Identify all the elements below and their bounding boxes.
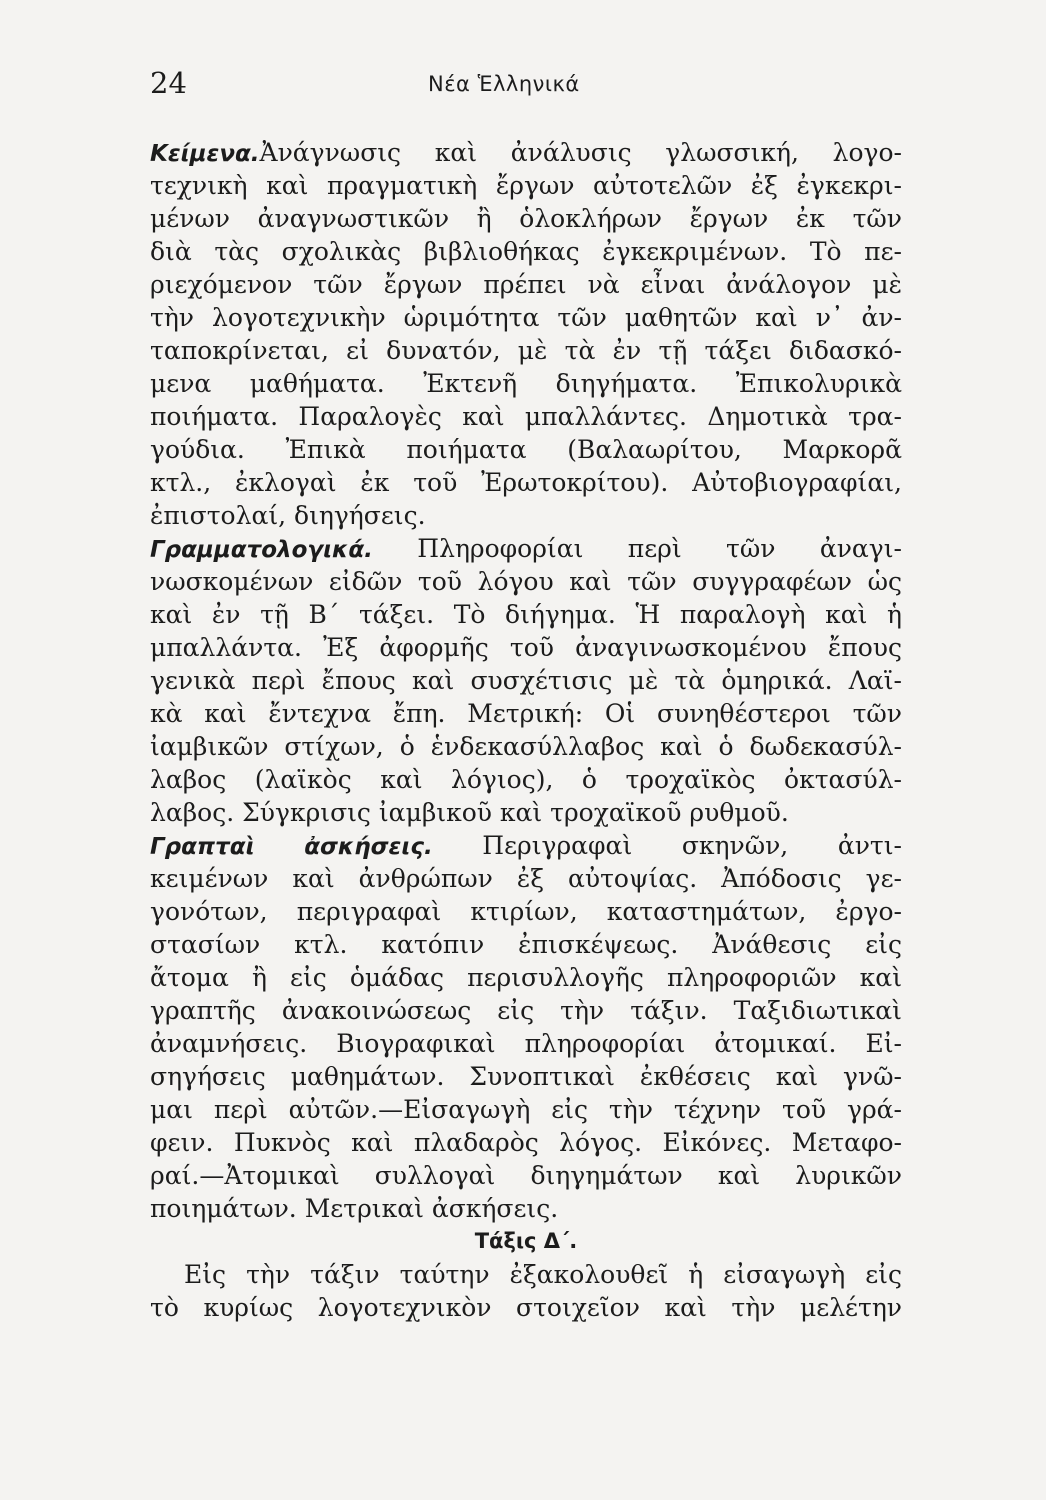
text-line <box>150 334 902 367</box>
text-line <box>150 598 902 631</box>
text-line <box>150 796 902 829</box>
line-text: γραπτῆς ἀνακοινώσεως εἰς τὴν τάξιν. Ταξιδιωτικαὶ <box>150 996 902 1025</box>
line-text: καὶ ἐν τῇ Β΄ τάξει. Τὸ διήγημα. Ἡ παραλογὴ καὶ ἡ <box>150 600 902 629</box>
running-title: Νέα Ἑλληνικά <box>428 72 580 96</box>
text-line <box>150 994 902 1027</box>
class-heading: Τάξις Δ΄. <box>474 1229 578 1253</box>
text-line <box>150 400 902 433</box>
run-in-heading: Κείμενα. <box>150 141 260 167</box>
text-line <box>150 268 902 301</box>
text-line <box>150 730 902 763</box>
text-line <box>150 1027 902 1060</box>
text-line <box>150 961 902 994</box>
text-line: τὸ κυρίως λογοτεχνικὸν στοιχεῖον καὶ τὴν μελέτην <box>150 1293 902 1322</box>
text-line <box>150 466 902 499</box>
text-line <box>150 664 902 697</box>
section-line <box>150 532 902 565</box>
line-text: μπαλλάντα. Ἐξ ἀφορμῆς τοῦ ἀναγινωσκομένου ἔπους <box>150 633 902 662</box>
text-line <box>150 565 902 598</box>
text-line: Εἰς τὴν τάξιν ταύτην ἐξακολουθεῖ ἡ εἰσαγωγὴ εἰς <box>184 1260 902 1289</box>
line-text: μένων ἀναγνωστικῶν ἢ ὁλοκλήρων ἔργων ἐκ τῶν <box>150 204 902 233</box>
line-text: ἐπιστολαί, διηγήσεις. <box>150 501 426 530</box>
line-text: διὰ τὰς σχολικὰς βιβλιοθήκας ἐγκεκριμένων. Τὸ πε- <box>150 237 902 266</box>
text-line <box>150 697 902 730</box>
line-text: τεχνικὴ καὶ πραγματικὴ ἔργων αὐτοτελῶν ἐξ ἐγκεκρι- <box>150 171 902 200</box>
text-line <box>150 499 902 532</box>
run-in-heading: Γραμματολογικά. <box>150 537 373 563</box>
text-line <box>150 631 902 664</box>
line-text: κὰ καὶ ἔντεχνα ἔπη. Μετρική: Οἱ συνηθέστεροι τῶν <box>150 699 902 728</box>
line-text: λαβος. Σύγκρισις ἰαμβικοῦ καὶ τροχαϊκοῦ ρυθμοῦ. <box>150 798 789 827</box>
line-text: Ἀνάγνωσις καὶ ἀνάλυσις γλωσσική, λογο- <box>259 138 902 167</box>
text-line <box>150 862 902 895</box>
line-text: ἰαμβικῶν στίχων, ὁ ἑνδεκασύλλαβος καὶ ὁ δωδεκασύλ- <box>150 732 902 761</box>
text-line <box>150 235 902 268</box>
line-text: κειμένων καὶ ἀνθρώπων ἐξ αὐτοψίας. Ἀπόδοσις γε- <box>150 864 902 893</box>
page-number: 24 <box>150 66 187 100</box>
line-text: ἄτομα ἢ εἰς ὁμάδας περισυλλογῆς πληροφοριῶν καὶ <box>150 963 902 992</box>
text-line <box>150 301 902 334</box>
line-text: ραί.—Ἀτομικαὶ συλλογαὶ διηγημάτων καὶ λυρικῶν <box>150 1161 902 1190</box>
line-text: φειν. Πυκνὸς καὶ πλαδαρὸς λόγος. Εἰκόνες. Μεταφο- <box>150 1128 902 1157</box>
text-line <box>150 1192 902 1225</box>
text-line <box>150 1126 902 1159</box>
line-text: γονότων, περιγραφαὶ κτιρίων, καταστημάτων, ἐργο- <box>150 897 902 926</box>
text-line <box>150 928 902 961</box>
body-text <box>150 136 902 1324</box>
line-text: λαβος (λαϊκὸς καὶ λόγιος), ὁ τροχαϊκὸς ὀκτασύλ- <box>150 765 902 794</box>
line-text: ριεχόμενον τῶν ἔργων πρέπει νὰ εἶναι ἀνάλογον μὲ <box>150 270 902 299</box>
line-text: νωσκομένων εἰδῶν τοῦ λόγου καὶ τῶν συγγραφέων ὡς <box>150 567 902 596</box>
text-line <box>150 1060 902 1093</box>
line-text: μενα μαθήματα. Ἐκτενῆ διηγήματα. Ἐπικολυρικὰ <box>150 369 902 398</box>
line-text: Πληροφορίαι περὶ τῶν ἀναγι- <box>372 534 902 563</box>
line-text: μαι περὶ αὐτῶν.—Εἰσαγωγὴ εἰς τὴν τέχνην τοῦ γρά- <box>150 1095 902 1124</box>
section-line <box>150 829 902 862</box>
section-line <box>150 136 902 169</box>
line-text: Περιγραφαὶ σκηνῶν, ἀντι- <box>432 831 902 860</box>
text-line <box>150 169 902 202</box>
text-line <box>150 1159 902 1192</box>
line-text: ταποκρίνεται, εἰ δυνατόν, μὲ τὰ ἐν τῇ τάξει διδασκό- <box>150 336 902 365</box>
line-text: ποιημάτων. Μετρικαὶ ἀσκήσεις. <box>150 1194 559 1223</box>
line-text: ποιήματα. Παραλογὲς καὶ μπαλλάντες. Δημοτικὰ τρα- <box>150 402 902 431</box>
text-line <box>150 895 902 928</box>
line-text: κτλ., ἐκλογαὶ ἐκ τοῦ Ἐρωτοκρίτου). Αὐτοβιογραφίαι, <box>150 468 902 497</box>
text-line <box>150 433 902 466</box>
line-text: τὴν λογοτεχνικὴν ὡριμότητα τῶν μαθητῶν καὶ ν᾽ ἀν- <box>150 303 902 332</box>
text-line <box>150 202 902 235</box>
line-text: ἀναμνήσεις. Βιογραφικαὶ πληροφορίαι ἀτομικαί. Εἰ- <box>150 1029 902 1058</box>
text-line <box>150 367 902 400</box>
run-in-heading: Γραπταὶ ἀσκήσεις. <box>150 834 433 860</box>
line-text: γούδια. Ἐπικὰ ποιήματα (Βαλαωρίτου, Μαρκορᾶ <box>150 435 902 464</box>
text-line <box>150 763 902 796</box>
line-text: σηγήσεις μαθημάτων. Συνοπτικαὶ ἐκθέσεις καὶ γνῶ- <box>150 1062 902 1091</box>
line-text: γενικὰ περὶ ἔπους καὶ συσχέτισις μὲ τὰ ὁμηρικά. Λαϊ- <box>150 666 902 695</box>
text-line <box>150 1093 902 1126</box>
line-text: στασίων κτλ. κατόπιν ἐπισκέψεως. Ἀνάθεσις εἰς <box>150 930 902 959</box>
